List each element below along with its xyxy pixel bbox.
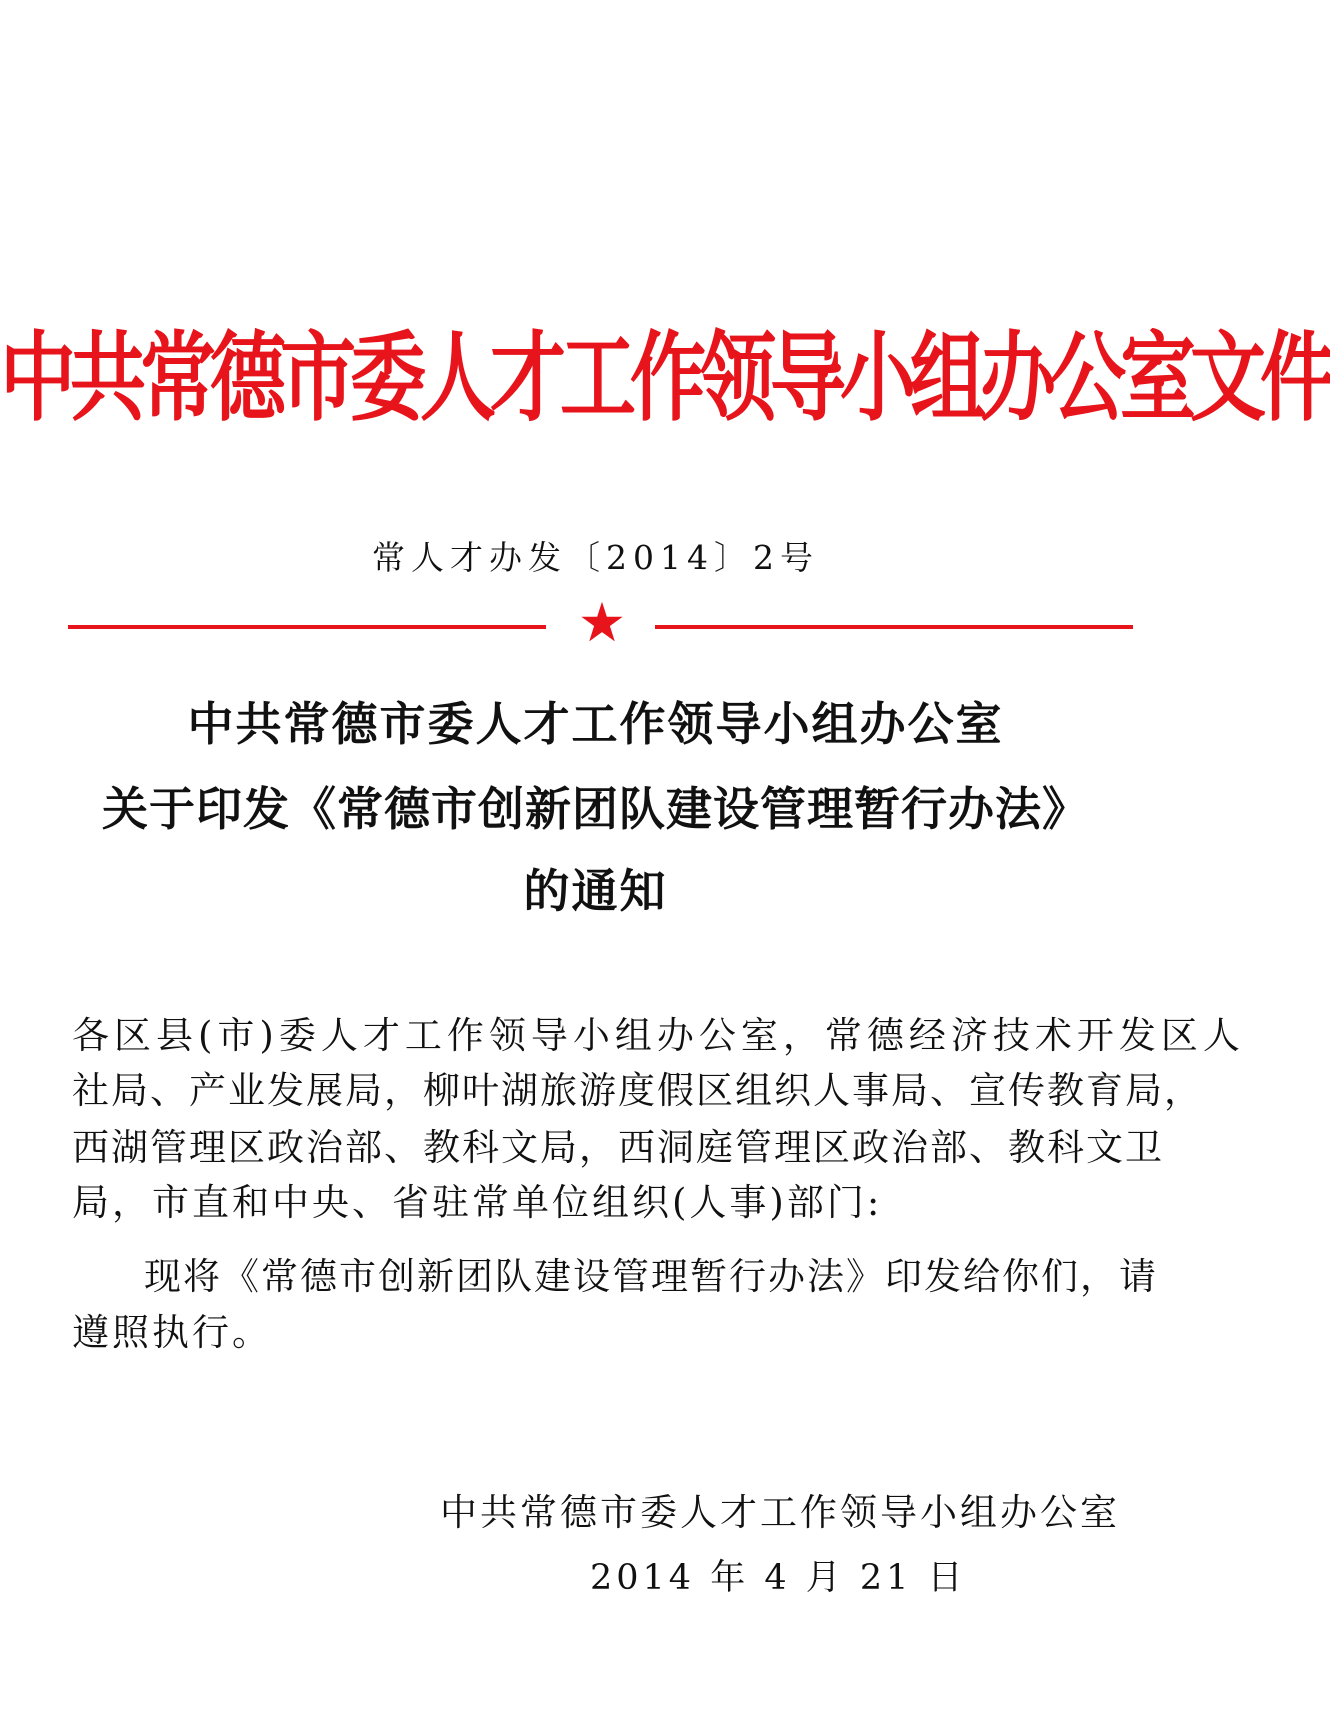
issuer-signature: 中共常德市委人才工作领导小组办公室 [440,1491,1120,1534]
body-line-3: 西湖管理区政治部、教科文局，西洞庭管理区政治部、教科文卫 [72,1126,1164,1169]
body-line-1: 各区县(市)委人才工作领导小组办公室，常德经济技术开发区人 [72,1014,1245,1057]
document-number: 常人才办发〔2014〕2号 [372,538,819,577]
issue-date: 2014 年 4 月 21 日 [590,1558,967,1598]
star-icon [580,600,624,644]
notice-title-line-1: 中共常德市委人才工作领导小组办公室 [187,697,1004,751]
notice-title-line-2: 关于印发《常德市创新团队建设管理暂行办法》 [102,782,1089,836]
body-line-2: 社局、产业发展局，柳叶湖旅游度假区组织人事局、宣传教育局， [72,1069,1203,1112]
notice-title-line-3: 的通知 [523,864,668,918]
red-rule-left [68,625,546,629]
body-line-6: 遵照执行。 [72,1311,272,1354]
body-line-5: 现将《常德市创新团队建设管理暂行办法》印发给你们，请 [144,1255,1158,1298]
body-line-4: 局，市直和中央、省驻常单位组织(人事)部门: [72,1181,883,1224]
red-rule-right [655,625,1133,629]
masthead-title: 中共常德市委人才工作领导小组办公室文件 [0,320,1330,435]
